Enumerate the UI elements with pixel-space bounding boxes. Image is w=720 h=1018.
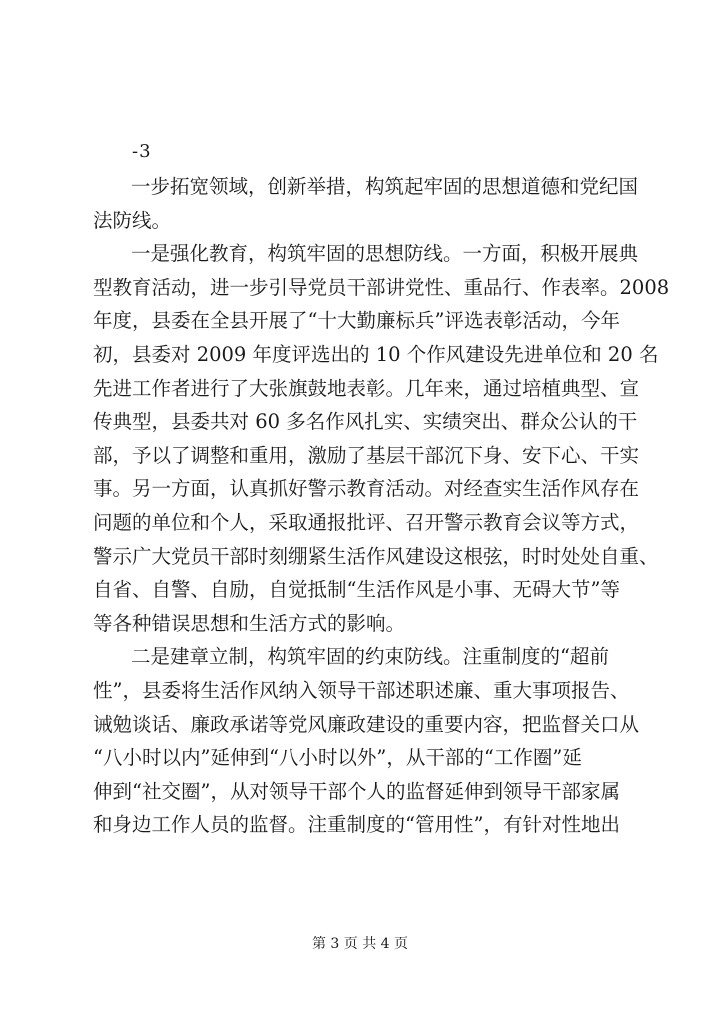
paragraph-2-line-1: 一是强化教育，构筑牢固的思想防线。一方面，积极开展典	[131, 242, 639, 266]
paragraph-3-line-5: 伸到“社交圈”，从对领导干部个人的监督延伸到领导干部家属	[93, 779, 620, 803]
paragraph-2-line-6: 传典型，县委共对 60 多名作风扎实、实绩突出、群众公认的干	[93, 410, 638, 434]
paragraph-2-line-9: 问题的单位和个人，采取通报批评、召开警示教育会议等方式，	[93, 510, 640, 534]
paragraph-2-line-2: 型教育活动，进一步引导党员干部讲党性、重品行、作表率。2008	[93, 275, 670, 299]
paragraph-2-line-10: 警示广大党员干部时刻绷紧生活作风建设这根弦，时时处处自重、	[93, 544, 659, 568]
paragraph-3-line-1: 二是建章立制，构筑牢固的约束防线。注重制度的“超前	[131, 645, 609, 669]
paragraph-3-line-4: “八小时以内”延伸到“八小时以外”，从干部的“工作圈”延	[93, 746, 582, 770]
paragraph-2-line-5: 先进工作者进行了大张旗鼓地表彰。几年来，通过培植典型、宣	[93, 376, 640, 400]
paragraph-2-line-11: 自省、自警、自励，自觉抵制“生活作风是小事、无碍大节”等	[93, 578, 620, 602]
paragraph-1-line-1: 一步拓宽领域，创新举措，构筑起牢固的思想道德和党纪国	[131, 175, 639, 198]
paragraph-3-line-2: 性”，县委将生活作风纳入领导干部述职述廉、重大事项报告、	[93, 678, 630, 702]
paragraph-2-line-3: 年度，县委在全县开展了“十大勤廉标兵”评选表彰活动，今年	[93, 309, 620, 333]
paragraph-2-line-12: 等各种错误思想和生活方式的影响。	[93, 611, 406, 635]
paragraph-2-line-7: 部，予以了调整和重用，激励了基层干部沉下身、安下心、干实	[93, 443, 640, 467]
paragraph-3-line-3: 诫勉谈话、廉政承诺等党风廉政建设的重要内容，把监督关口从	[93, 712, 640, 736]
paragraph-2-line-4: 初，县委对 2009 年度评选出的 10 个作风建设先进单位和 20 名	[93, 342, 659, 366]
document-body	[93, 170, 670, 842]
page-footer: 第 3 页 共 4 页	[311, 936, 409, 952]
paragraph-1-line-2: 法防线。	[93, 208, 172, 232]
paragraph-2-line-8: 事。另一方面，认真抓好警示教育活动。对经查实生活作风存在	[93, 477, 640, 501]
page-top-marker: -3	[132, 141, 152, 162]
paragraph-3-line-6: 和身边工作人员的监督。注重制度的“管用性”，有针对性地出	[93, 813, 620, 837]
